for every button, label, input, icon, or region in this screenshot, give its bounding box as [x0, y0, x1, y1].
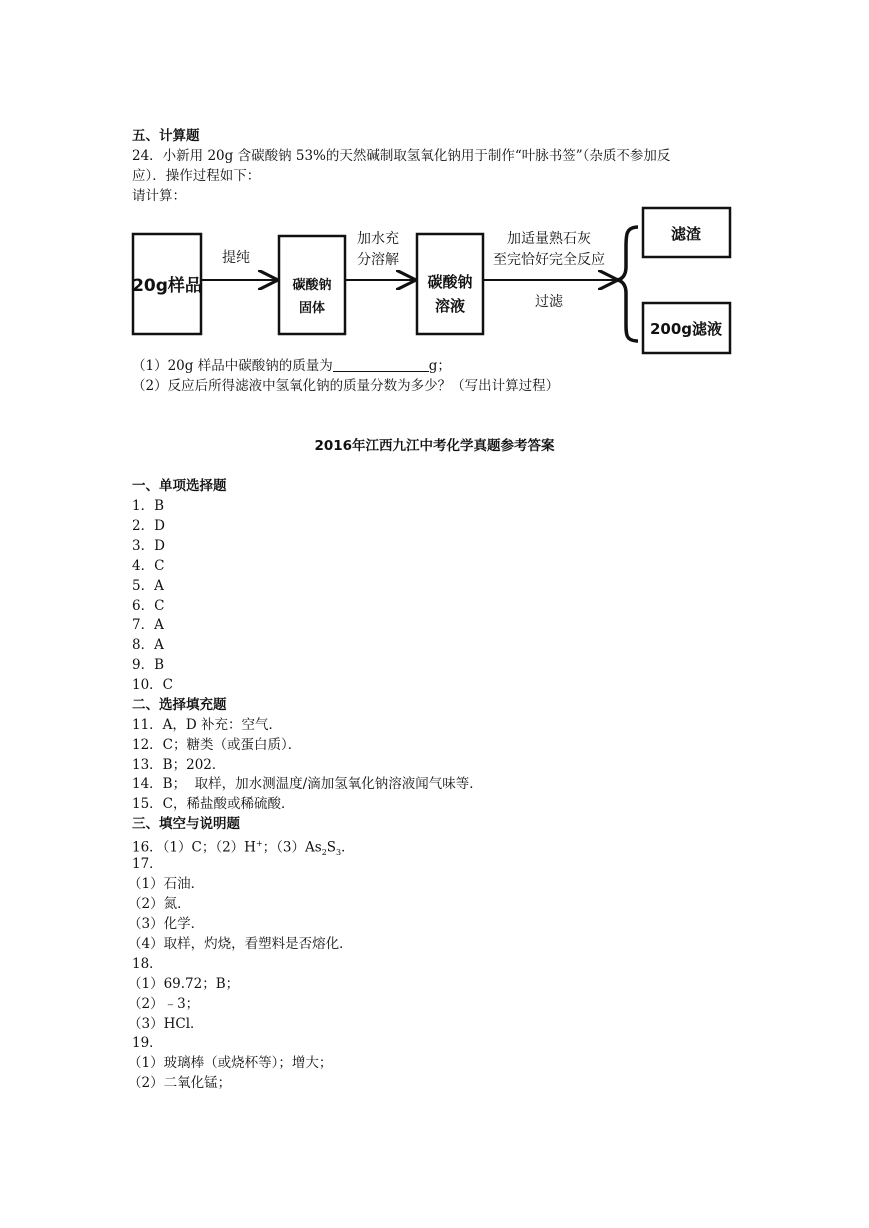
- solid-box-label-1: 碳酸钠: [292, 278, 332, 293]
- answer-line: （4）取样，灼烧，看塑料是否熔化．: [128, 936, 353, 952]
- answer-line: （1）69.72；B；: [128, 976, 240, 992]
- answer-line: 13．B；202．: [132, 756, 226, 773]
- question-24-prompt: 请计算：: [132, 188, 186, 204]
- solid-box-label-2: 固体: [298, 301, 326, 316]
- answer-16: 16．（1）C；（2）H+；$(3)As_2S_3$．: [132, 839, 355, 858]
- sub-question-2: （2）反应后所得滤液中氢氧化钠的质量分数为多少？（写出计算过程）: [132, 378, 560, 394]
- answer-line: 3．D: [132, 537, 165, 554]
- answer-line: （3）化学．: [128, 916, 205, 932]
- answer-line: 15．C，稀盐酸或稀硫酸．: [132, 796, 295, 813]
- answer-line: 8．A: [132, 637, 164, 654]
- answer-line: （2）二氧化锰；: [128, 1075, 232, 1091]
- question-24-text: 24．小新用 20g 含碳酸钠 53%的天然碱制取氢氧化钠用于制作“叶脉书签”（杂质不参加反: [132, 148, 671, 164]
- answer-line: 1．B: [132, 498, 165, 514]
- answer-18-label: 18．: [132, 956, 163, 972]
- answer-line: （2）氮．: [128, 896, 191, 912]
- answer-line: （1）石油．: [128, 876, 205, 892]
- answer-line: （2）﹣3；: [128, 995, 200, 1012]
- step-react-label-1: 加适量熟石灰: [507, 231, 591, 247]
- step-dissolve-label-1: 加水充: [357, 231, 399, 247]
- answer-line: 5．A: [132, 577, 164, 594]
- answer-line: 6．C: [132, 597, 165, 614]
- solution-box-label-1: 碳酸钠: [427, 273, 473, 291]
- answer-line: 11．A，D 补充：空气．: [132, 717, 283, 733]
- step-dissolve-label-2: 分溶解: [357, 252, 399, 268]
- process-flowchart: [128, 203, 740, 359]
- sample-box-label: 20g样品: [132, 276, 202, 296]
- answer-17-label: 17．: [132, 856, 163, 872]
- answer-line: （3）HCl．: [128, 1015, 204, 1032]
- answer-line: 12．C；糖类（或蛋白质）．: [132, 736, 302, 753]
- solution-box-label-2: 溶液: [434, 297, 466, 315]
- sub-question-1: （1）20g 样品中碳酸钠的质量为 g；: [132, 358, 451, 374]
- step-purify-label: 提纯: [222, 250, 250, 266]
- answer-line: 14．B； 取样，加水测温度/滴加氢氧化钠溶液闻气味等．: [132, 776, 483, 793]
- residue-box-label: 滤渣: [670, 225, 702, 243]
- step-react-label-2: 至完恰好完全反应: [493, 252, 605, 268]
- answer-line: 9．B: [132, 657, 165, 674]
- step-filter-label: 过滤: [535, 294, 563, 310]
- answer-line: 7．A: [132, 617, 164, 634]
- section-heading-calculation: 五、计算题: [132, 128, 200, 144]
- answers-section-3-heading: 三、填空与说明题: [132, 816, 240, 832]
- answer-line: 2．D: [132, 517, 165, 534]
- answers-section-2-heading: 二、选择填充题: [132, 697, 227, 713]
- answers-title: 2016年江西九江中考化学真题参考答案: [314, 438, 555, 454]
- answer-19-label: 19．: [132, 1035, 163, 1051]
- answer-line: 10．C: [132, 677, 174, 694]
- branch-brace: [616, 227, 638, 341]
- answers-section-1-heading: 一、单项选择题: [132, 478, 227, 494]
- question-24-text-cont: 应）．操作过程如下：: [132, 168, 261, 184]
- answer-line: （1）玻璃棒（或烧杯等）；增大；: [128, 1055, 333, 1071]
- answer-line: 4．C: [132, 557, 165, 574]
- answer-blank[interactable]: [333, 357, 429, 372]
- filtrate-box-label: 200g滤液: [649, 320, 723, 338]
